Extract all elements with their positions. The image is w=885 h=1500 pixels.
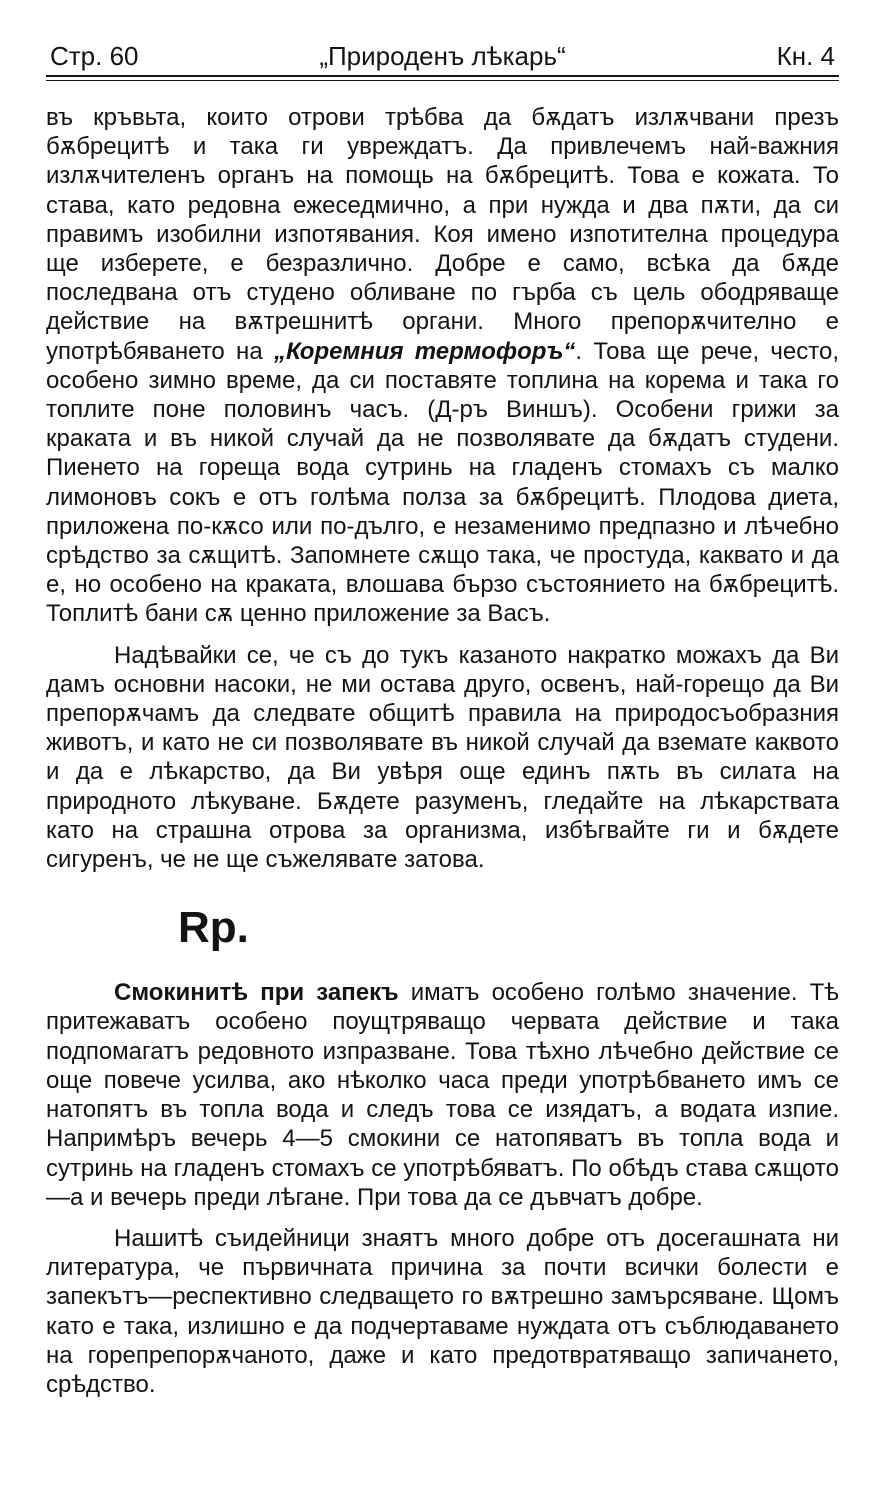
section-heading: Rp.: [178, 903, 249, 953]
paragraph-2: Надѣвайки се, че съ до тукъ казаното накратко можахъ да Ви дамъ основни насоки, не ми остава друго, освенъ, най-горещо да Ви препорѫчамъ да следвате общитѣ правила на природосъобразния животъ, и като не си позволявате въ никой случай да вземате каквото и да е лѣкарство, да Ви увѣря още единъ пѫть въ силата на природното лѣкуване. Бѫдете разуменъ, гледайте на лѣкарствата като на страшна отрова за организма, избѣгвайте ги и бѫдете сигуренъ, че не ще съжелявате затова.: [46, 641, 839, 874]
article-body: [46, 103, 839, 1399]
paragraph-4: Нашитѣ съидейници знаятъ много добре отъ досегашната ни литература, че първичната причина за почти всички болести е запекътъ—респективно следващето го вѫтрешно замърсяване. Щомъ като е така, излишно е да подчертаваме нуждата отъ съблюдаването на горепрепорѫчаното, даже и като предотвратяващо запичането, срѣдство.: [46, 1224, 839, 1398]
paragraph-1-emphasis: „Коремния термофоръ“: [273, 337, 576, 365]
header-rule-thick: [46, 75, 839, 77]
header-rule-thin: [46, 80, 839, 81]
paragraph-3-lead: Смокинитѣ при запекъ: [114, 979, 399, 1007]
paragraph-1-text-a: въ кръвьта, които отрови трѣбва да бѫдатъ излѫчвани презъ бѫбрецитѣ и така ги увреждатъ. Да привлечемъ най-важния излѫчителенъ органъ на помощь на бѫбрецитѣ. Това е кожата. То става, като редовна ежеседмично, а при нужда и два пѫти, да си правимъ изобилни изпотявания. Коя имено изпотителна процедура ще изберете, е безразлично. Добре е само, всѣка да бѫде последвана отъ студено обливане по гърба съ цель ободряваще действие на вѫтрешнитѣ органи. Много препорѫчително е употрѣбяването на: [46, 104, 839, 365]
running-head: [46, 38, 839, 74]
book-number: Кн. 4: [776, 41, 835, 71]
paragraph-3: [46, 978, 839, 1212]
paragraph-1-text-b: . Това ще рече, често, особено зимно време, да си поставяте топлина на корема и така го топлите поне половинъ часъ. (Д-ръ Виншъ). Особени грижи за краката и въ никой случай да не позволявате да бѫдатъ студени. Пиенето на гореща вода сутринь на гладенъ стомахъ съ малко лимоновъ сокъ е отъ голѣма полза за бѫбрецитѣ. Плодова диета, приложена по-кѫсо или по-дълго, е незаменимо предпазно и лѣчебно срѣдство за сѫщитѣ. Запомнете сѫщо така, че простуда, каквато и да е, но особено на краката, влошава бързо състоянието на бѫбрецитѣ. Топлитѣ бани сѫ ценно приложение за Васъ.: [46, 337, 839, 628]
running-title: „Природенъ лѣкарь“: [319, 41, 566, 71]
page-number: Стр. 60: [50, 41, 139, 71]
paragraph-1: [46, 103, 839, 629]
paragraph-3-text: иматъ особено голѣмо значение. Тѣ притежаватъ особено поущтряващо червата действие и така подпомагатъ редовното изпразване. Това тѣхно лѣчебно действие се още повече усилва, ако нѣколко часа преди употрѣбването имъ се натопятъ въ топла вода и следъ това се изядатъ, а водата изпие. Напримѣръ вечерь 4—5 смокини се натопяватъ въ топла вода и сутринь на гладенъ стомахъ се употрѣбяватъ. По обѣдъ става сѫщото —а и вечерь преди лѣгане. При това да се дъвчатъ добре.: [46, 979, 839, 1211]
